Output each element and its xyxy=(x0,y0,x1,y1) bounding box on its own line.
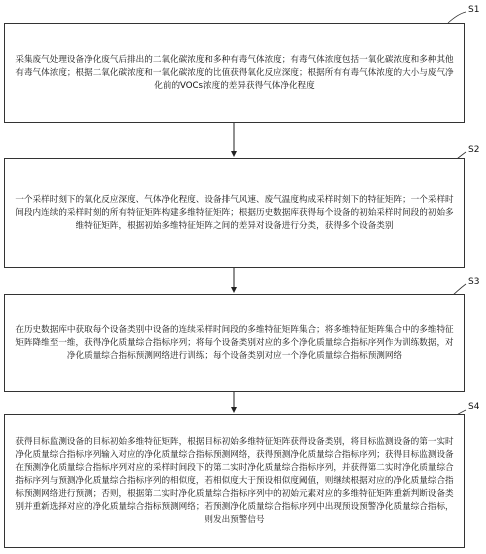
step-text-s2: 一个采样时刻下的氧化反应深度、气体净化程度、设备排气风速、废气温度构成采样时刻下的特征矩阵；一个采样时间段内连续的采样时刻的所有特征矩阵构建多维特征矩阵；根据历史数据库获得每个设备的初始采样时间段的初始多维特征矩阵，根据初始多维特征矩阵之间的差异对设备进行分类，获得多个设备类别 xyxy=(15,194,454,231)
step-box-s4 xyxy=(4,414,465,548)
step-label-s4: S4 xyxy=(468,402,480,412)
step-text-s3: 在历史数据库中获取每个设备类别中设备的连续采样时间段的多维特征矩阵集合；将多维特征矩阵集合中的多维特征矩阵降维至一维，获得净化质量综合指标序列；将每个设备类别对应的多个净化质量综合指标序列作为训练数据，对净化质量综合指标预测网络进行训练；每个设备类别对应一个净化质量综合指标预测网络 xyxy=(15,324,454,361)
step-box-s2 xyxy=(4,158,465,268)
step-label-s3: S3 xyxy=(468,277,480,287)
step-label-s2: S2 xyxy=(468,145,480,155)
step-text-s4: 获得目标监测设备的目标初始多维特征矩阵，根据目标初始多维特征矩阵获得设备类别，将目标监测设备的第一实时净化质量综合指标序列输入对应的净化质量综合指标预测网络，获得预测净化质量综合指标序列；获得目标监测设备在预测净化质量综合指标序列对应的采样时间段下的第二实时净化质量综合指标序列，并获得第二实时净化质量综合指标序列与预测净化质量综合指标序列的相似度，若相似度大于预设相似度阈值，则继续根据对应的净化质量综合指标预测网络进行预测；否则，根据第二实时净化质量综合指标序列中的初始元素对应的多维特征矩阵重新判断设备类别并重新选择对应的净化质量综合指标预测网络；若预测净化质量综合指标序列中出现预设预警净化质量综合指标，则发出预警信号 xyxy=(15,436,454,525)
step-box-s3 xyxy=(4,294,465,392)
step-text-s1: 采集废气处理设备净化废气后排出的二氧化碳浓度和多种有毒气体浓度；有毒气体浓度包括一氧化碳浓度和多种其他有毒气体浓度；根据二氧化碳浓度和一氧化碳浓度的比值获得氧化反应深度；根据所有有毒气体浓度的大小与废气净化前的VOCs浓度的差异获得气体净化程度 xyxy=(15,54,454,91)
step-label-s1: S1 xyxy=(468,5,480,15)
leader-s1 xyxy=(448,12,466,23)
step-box-s1 xyxy=(4,23,465,123)
